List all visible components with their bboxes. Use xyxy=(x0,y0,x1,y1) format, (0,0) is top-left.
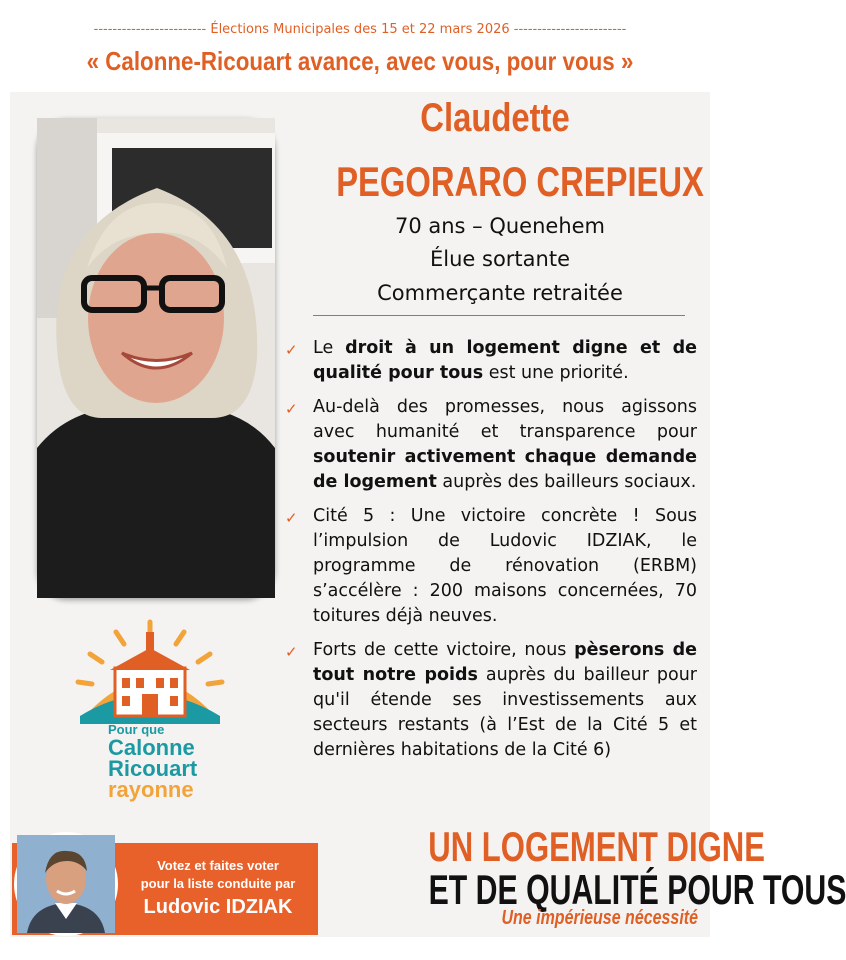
bullet-item: ✓ Le droit à un logement digne et de qualité pour tous est une priorité. xyxy=(285,338,697,383)
bullet-item: ✓ Cité 5 : Une victoire concrète ! Sous l’impulsion de Ludovic IDZIAK, le programme de rénovation (ERBM) s’accélère : 200 maisons concernées, 70 toitures déjà neuves. xyxy=(285,506,697,626)
logo-line3: Ricouart xyxy=(108,756,198,781)
candidate-age-place: 70 ans – Quenehem xyxy=(394,214,606,238)
headline-line1: UN LOGEMENT DIGNE xyxy=(428,823,765,870)
headline-line2: ET DE QUALITÉ POUR TOUS xyxy=(428,866,846,913)
divider xyxy=(313,315,685,316)
logo-line2: Calonne xyxy=(108,735,195,760)
candidate-status: Élue sortante xyxy=(430,247,570,271)
vote-line2: pour la liste conduite par xyxy=(140,876,296,891)
candidate-profession: Commerçante retraitée xyxy=(377,281,623,305)
candidate-first-name: Claudette xyxy=(420,96,570,140)
campaign-slogan: « Calonne-Ricouart avance, avec vous, pour vous » xyxy=(86,46,634,76)
bullet-list xyxy=(285,336,697,772)
headline-tagline: Une impérieuse nécessité xyxy=(501,907,698,929)
logo-line1: Pour que xyxy=(108,722,165,737)
election-dates-banner: ------------------------ Élections Municipales des 15 et 22 mars 2026 ------------------------ xyxy=(93,22,627,37)
checkmark-icon: ✓ xyxy=(285,400,298,418)
checkmark-icon: ✓ xyxy=(285,509,298,527)
leader-avatar xyxy=(14,832,118,936)
election-dates: Élections Municipales des 15 et 22 mars 2026 xyxy=(210,22,510,37)
checkmark-icon: ✓ xyxy=(285,341,298,359)
leader-name: Ludovic IDZIAK xyxy=(143,896,293,918)
logo-line4: rayonne xyxy=(108,777,194,802)
logo-text xyxy=(108,722,218,801)
checkmark-icon: ✓ xyxy=(285,643,298,661)
candidate-photo xyxy=(37,118,275,598)
vote-line1: Votez et faites voter xyxy=(157,858,279,873)
candidate-last-name: PEGORARO CREPIEUX xyxy=(336,158,704,205)
bullet-item: ✓ Au-delà des promesses, nous agissons avec humanité et transparence pour soutenir activement chaque demande de logement auprès des bailleurs sociaux. xyxy=(285,397,697,492)
bullet-item: ✓ Forts de cette victoire, nous pèserons de tout notre poids auprès du bailleur pour qu'il étende ses investissements aux secteurs restants (à l’Est de la Cité 5 et dernières habitations de la Cité 6) xyxy=(285,640,698,760)
